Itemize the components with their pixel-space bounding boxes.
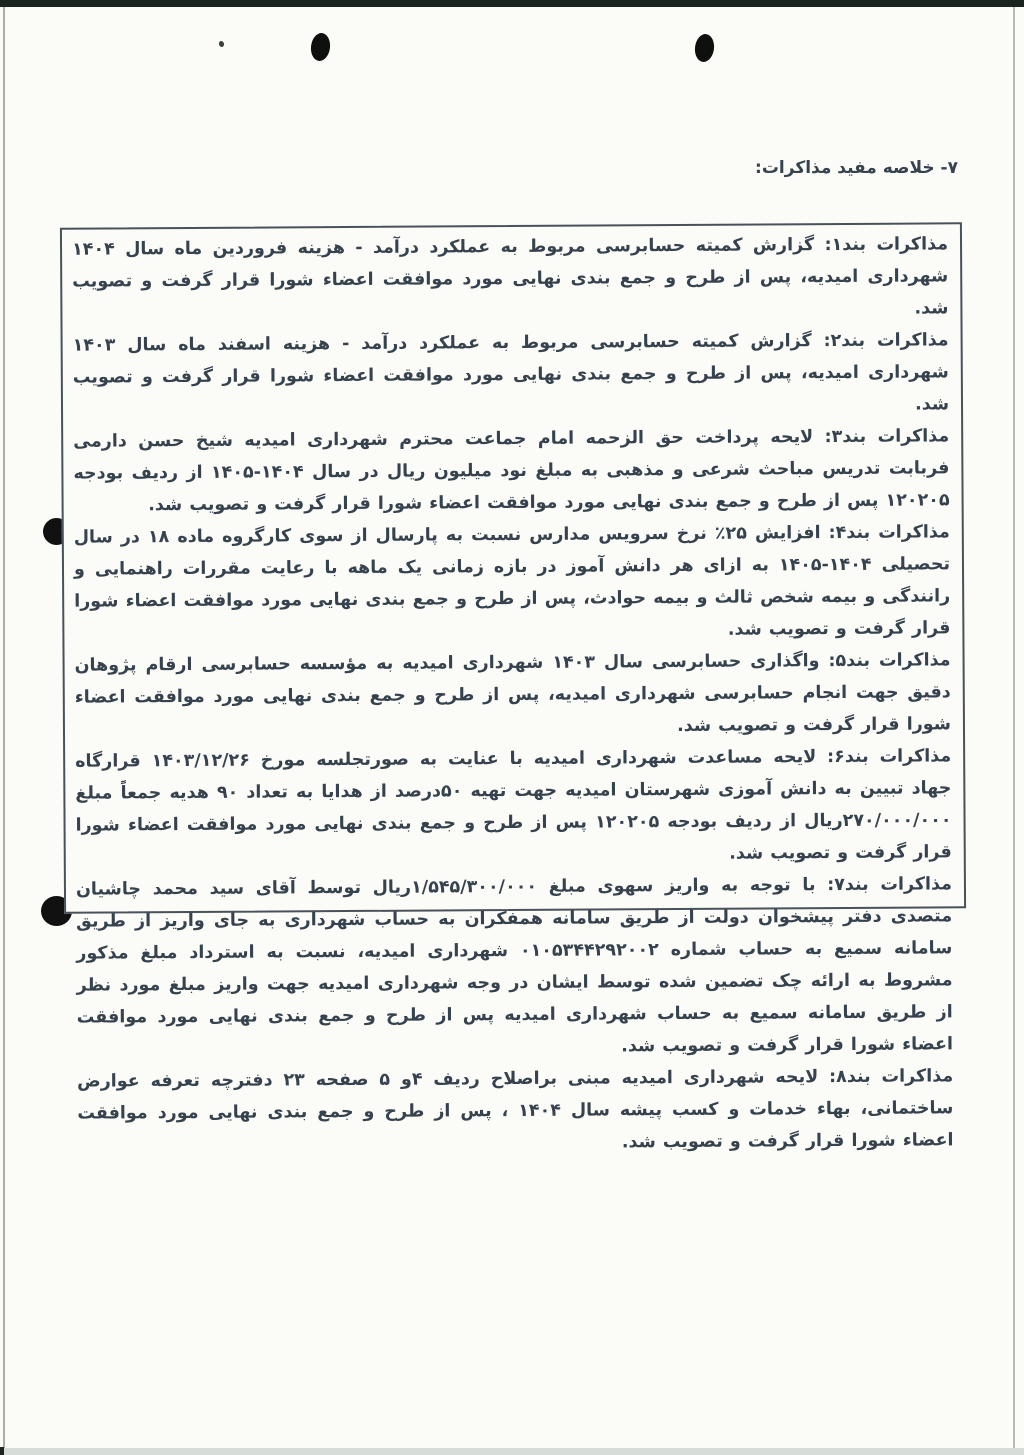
minutes-item-4: مذاکرات بند۴: افزایش ۲۵٪ نرخ سرویس مدارس نسبت به پارسال از سوی کارگروه ماده ۱۸ در سال تحصیلی ۱۴۰۴-۱۴۰۵ به ازای هر دانش آموز در بازه زمانی یک ماهه با رعایت مقررات راهنمایی و رانندگی و بیمه شخص ثالث و بیمه حوادث، پس از طرح و جمع بندی نهایی مورد موافقت اعضاء شورا قرار گرفت و تصویب شد. [73,522,951,640]
minutes-box [60,222,966,1153]
punch-hole-right [693,33,715,63]
punch-hole-left [309,32,331,62]
minutes-item-6: مذاکرات بند۶: لایحه مساعدت شهرداری امیدیه با عنایت به صورتجلسه مورخ ۱۴۰۳/۱۲/۲۶ قرارگاه جهاد تبیین به دانش آموزی شهرستان امیدیه جهت تهیه ۵۰درصد از هدایا به تعداد ۹۰ هدیه جمعاً مبلغ ۲۷۰/۰۰۰/۰۰۰ریال از ردیف بودجه ۱۲۰۲۰۵ پس از طرح و جمع بندی نهایی مورد موافقت اعضاء شورا قرار گرفت و تصویب شد. [75,746,952,864]
scan-bottom-edge [0,1448,1024,1455]
page-right-edge-line [1013,7,1015,1455]
minutes-item-8: مذاکرات بند۸: لایحه شهرداری امیدیه مبنی براصلاح ردیف ۴و ۵ صفحه ۲۳ دفترچه تعرفه عوارض ساختمانی، بهاء خدمات و کسب پیشه سال ۱۴۰۴ ، پس از طرح و جمع بندی نهایی مورد موافقت اعضاء شورا قرار گرفت و تصویب شد. [77,1066,954,1153]
ink-speck [218,40,225,47]
minutes-item-5: مذاکرات بند۵: واگذاری حسابرسی سال ۱۴۰۳ شهرداری امیدیه به مؤسسه حسابرسی ارقام پژوهان دقیق جهت انجام حسابرسی شهرداری امیدیه، پس از طرح و جمع بندی نهایی مورد موافقت اعضاء شورا قرار گرفت و تصویب شد. [74,650,952,737]
minutes-item-1: مذاکرات بند۱: گزارش کمیته حسابرسی مربوط به عملکرد درآمد - هزینه فروردین ماه سال ۱۴۰۴ شهرداری امیدیه، پس از طرح و جمع بندی نهایی مورد موافقت اعضاء شورا قرار گرفت و تصویب شد. [71,234,949,319]
minutes-item-7: مذاکرات بند۷: با توجه به واریز سهوی مبلغ ۱/۵۴۵/۳۰۰/۰۰۰ریال توسط آقای سید محمد چاشیان متصدی دفتر پیشخوان دولت از طریق سامانه همفکران به حساب شهرداری به جای واریز از طریق سامانه سمیع به حساب شماره ۰۱۰۵۳۴۴۲۹۲۰۰۲ شهرداری امیدیه، نسبت به استرداد مبلغ مذکور مشروط به ارائه چک تضمین شده توسط ایشان در وجه شهرداری امیدیه جهت واریز مبلغ مورد نظر از طریق سامانه سمیع به حساب شهرداری امیدیه پس از طرح و جمع بندی نهایی مورد موافقت اعضاء شورا قرار گرفت و تصویب شد. [75,874,953,1057]
scan-corner-mark [0,1447,4,1455]
section-heading: ۷- خلاصه مفید مذاکرات: [755,158,958,178]
minutes-item-3: مذاکرات بند۳: لایحه پرداخت حق الزحمه امام جماعت محترم شهرداری امیدیه شیخ حسن دارمی فربابت تدریس مباحث شرعی و مذهبی به مبلغ نود میلیون ریال در سال ۱۴۰۴-۱۴۰۵ از ردیف بودجه ۱۲۰۲۰۵ پس از طرح و جمع بندی نهایی مورد موافقت اعضاء شورا قرار گرفت و تصویب شد. [73,426,950,516]
scan-top-edge [0,0,1024,7]
page-left-edge-line [3,7,5,1455]
minutes-item-2: مذاکرات بند۲: گزارش کمیته حسابرسی مربوط به عملکرد درآمد - هزینه اسفند ماه سال ۱۴۰۳ شهرداری امیدیه، پس از طرح و جمع بندی نهایی مورد موافقت اعضاء شورا قرار گرفت و تصویب شد. [72,330,950,415]
